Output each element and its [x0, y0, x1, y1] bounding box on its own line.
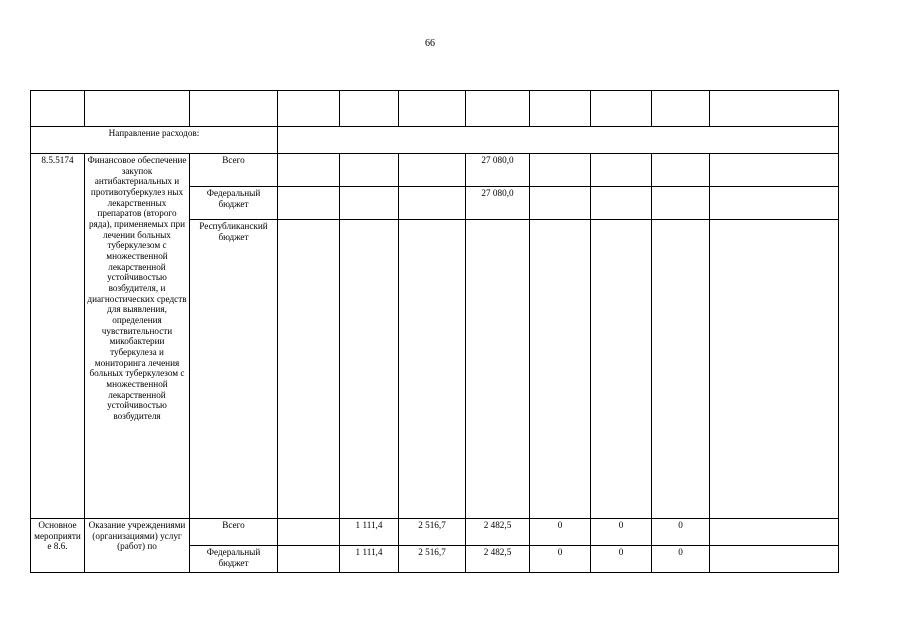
value-cell	[278, 154, 340, 187]
value-cell	[466, 220, 530, 519]
value-cell: 0	[530, 519, 591, 546]
value-cell	[399, 220, 466, 519]
value-cell: 27 080,0	[466, 154, 530, 187]
value-cell	[652, 220, 710, 519]
table-row	[31, 519, 839, 546]
value-cell	[278, 187, 340, 220]
header-cell	[591, 91, 652, 127]
value-cell	[652, 154, 710, 187]
header-cell	[85, 91, 190, 127]
value-cell	[399, 187, 466, 220]
source-label: Республиканский бюджет	[190, 220, 278, 519]
row-name: Финансовое обеспечение закупок антибактериальных и противотуберкулез ных лекарственных препаратов (второго ряда), применяемых при лечении больных туберкулезом с множественной лекарственной устойчивостью возбудителя, и диагностических средств для выявления, определения чувствительности микобактерии туберкулеза и мониторинга лечения больных туберкулезом с множественной лекарственной устойчивостью возбудителя	[85, 154, 190, 519]
direction-row	[31, 127, 839, 154]
source-label: Всего	[190, 154, 278, 187]
value-cell: 1 111,4	[340, 519, 399, 546]
value-cell: 0	[530, 546, 591, 573]
value-cell: 2 482,5	[466, 519, 530, 546]
value-cell	[340, 187, 399, 220]
header-cell	[340, 91, 399, 127]
direction-label: Направление расходов:	[31, 127, 278, 154]
value-cell: 0	[591, 519, 652, 546]
page-number: 66	[425, 38, 435, 49]
value-cell	[710, 154, 839, 187]
header-cell	[31, 91, 85, 127]
source-label: Федеральный бюджет	[190, 546, 278, 573]
header-cell	[466, 91, 530, 127]
value-cell: 1 111,4	[340, 546, 399, 573]
value-cell	[399, 154, 466, 187]
value-cell	[591, 187, 652, 220]
header-cell	[399, 91, 466, 127]
value-cell	[710, 546, 839, 573]
row-code: Основное мероприятие 8.6.	[31, 519, 85, 573]
value-cell	[530, 187, 591, 220]
value-cell: 2 482,5	[466, 546, 530, 573]
header-cell	[652, 91, 710, 127]
value-cell	[530, 220, 591, 519]
value-cell	[710, 187, 839, 220]
direction-empty	[278, 127, 839, 154]
row-name: Оказание учреждениями (организациями) услуг (работ) по	[85, 519, 190, 573]
value-cell	[340, 154, 399, 187]
value-cell: 27 080,0	[466, 187, 530, 220]
header-row	[31, 91, 839, 127]
budget-table	[30, 90, 839, 573]
value-cell	[278, 220, 340, 519]
value-cell	[710, 220, 839, 519]
value-cell: 2 516,7	[399, 546, 466, 573]
value-cell	[278, 519, 340, 546]
value-cell: 0	[652, 546, 710, 573]
value-cell	[591, 220, 652, 519]
value-cell	[652, 187, 710, 220]
value-cell	[710, 519, 839, 546]
row-code: 8.5.5174	[31, 154, 85, 519]
header-cell	[190, 91, 278, 127]
value-cell	[530, 154, 591, 187]
value-cell	[340, 220, 399, 519]
value-cell: 0	[591, 546, 652, 573]
value-cell	[591, 154, 652, 187]
header-cell	[278, 91, 340, 127]
value-cell	[278, 546, 340, 573]
header-cell	[530, 91, 591, 127]
table-row	[31, 154, 839, 187]
value-cell: 2 516,7	[399, 519, 466, 546]
source-label: Всего	[190, 519, 278, 546]
source-label: Федеральный бюджет	[190, 187, 278, 220]
header-cell	[710, 91, 839, 127]
value-cell: 0	[652, 519, 710, 546]
